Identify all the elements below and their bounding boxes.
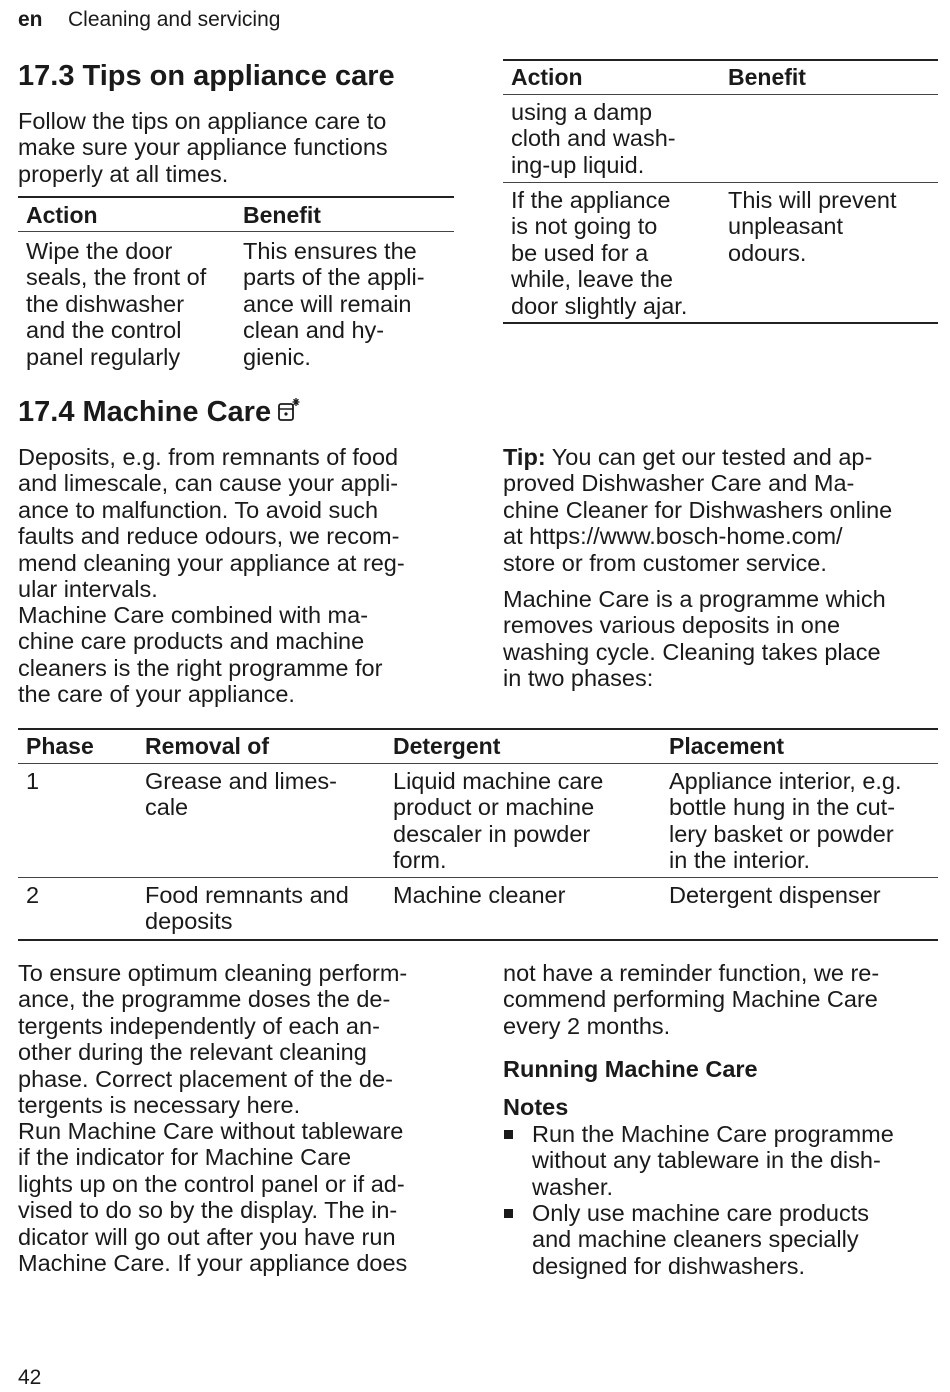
text-line: Appliance interior, e.g. <box>669 768 902 794</box>
tips-row2-action <box>511 187 687 319</box>
text-line: chine care products and machine <box>18 628 365 655</box>
bottom-left-p1 <box>18 960 458 1118</box>
text-line: be used for a <box>511 239 649 266</box>
text-line: Only use machine care products <box>532 1200 869 1226</box>
phase-col-placement: Placement <box>669 733 785 759</box>
machine-care-tip <box>503 444 943 576</box>
text-line: dicator will go out after you have run <box>18 1223 396 1250</box>
text-line: the care of your appliance. <box>18 681 295 708</box>
text-line: washer. <box>532 1173 613 1200</box>
text-line: ing-up liquid. <box>511 151 645 178</box>
phase-table-top-rule <box>18 728 938 730</box>
section-header: Cleaning and servicing <box>68 8 281 31</box>
text-line: proved Dishwasher Care and Ma- <box>503 470 855 497</box>
text-line: faults and reduce odours, we recom- <box>18 523 400 550</box>
text-line: mend cleaning your appliance at reg- <box>18 549 405 576</box>
text-line: Run the Machine Care programme <box>532 1121 894 1147</box>
text-line: clean and hy- <box>243 317 385 344</box>
tips-col-benefit: Benefit <box>243 202 321 228</box>
text-line: Detergent dispenser <box>669 882 881 908</box>
text-line: Liquid machine care <box>393 768 604 794</box>
machine-care-left-p1 <box>18 444 458 602</box>
text-line: tergents is necessary here. <box>18 1092 301 1119</box>
tips-table-header-rule <box>18 231 454 232</box>
text-line: cleaners is the right programme for <box>18 654 383 681</box>
text-line: designed for dishwashers. <box>532 1252 806 1279</box>
text-line: Deposits, e.g. from remnants of food <box>18 444 399 470</box>
text-line: and the control <box>26 317 182 344</box>
note-bullet-2-text <box>532 1200 869 1279</box>
tips-cont-col-benefit: Benefit <box>728 64 806 90</box>
text-line: if the indicator for Machine Care <box>18 1144 352 1171</box>
language-code: en <box>18 8 43 31</box>
phase-col-detergent: Detergent <box>393 733 501 759</box>
text-line: odours. <box>728 239 807 266</box>
text-line: Food remnants and <box>145 882 349 908</box>
tip-first-line: You can get our tested and ap- <box>545 444 873 470</box>
tips-row1-action-cont <box>511 99 676 178</box>
phase-table-header-rule <box>18 763 938 764</box>
text-line: door slightly ajar. <box>511 292 688 319</box>
text-line: Machine Care. If your appliance does <box>18 1250 408 1277</box>
text-line: washing cycle. Cleaning takes place <box>503 638 881 665</box>
text-line: Run Machine Care without tableware <box>18 1118 404 1144</box>
text-line: in two phases: <box>503 665 654 692</box>
text-line: cale <box>145 794 189 821</box>
phase-r1-placement <box>669 768 902 874</box>
text-line: commend performing Machine Care <box>503 986 878 1013</box>
text-line: Machine cleaner <box>393 882 566 908</box>
text-line: To ensure optimum cleaning perform- <box>18 960 408 986</box>
text-line: removes various deposits in one <box>503 612 841 639</box>
bottom-right-p1 <box>503 960 943 1039</box>
machine-care-right-p2 <box>503 586 943 692</box>
phase-table-bottom-rule <box>18 939 938 941</box>
tips-row1-action <box>26 238 206 370</box>
text-line: store or from customer service. <box>503 549 827 576</box>
tips-cont-col-action: Action <box>511 64 583 90</box>
text-line: ular intervals. <box>18 576 158 603</box>
text-line: This ensures the <box>243 238 417 264</box>
text-line: form. <box>393 847 447 874</box>
text-line: and machine cleaners specially <box>532 1226 859 1253</box>
phase-r2-placement <box>669 882 881 908</box>
machine-care-left-p2 <box>18 602 458 708</box>
tips-row1-benefit <box>243 238 425 370</box>
text-line: gienic. <box>243 343 311 370</box>
phase-col-phase: Phase <box>26 733 94 759</box>
text-line: Machine Care combined with ma- <box>18 602 369 628</box>
heading-17-4 <box>18 396 301 429</box>
heading-17-4-text: 17.4 Machine Care <box>18 396 272 428</box>
text-line: product or machine <box>393 794 595 821</box>
phase-row-divider <box>18 877 938 878</box>
text-line: If the appliance <box>511 187 671 213</box>
tips-table-top-rule <box>18 196 454 198</box>
text-line: unpleasant <box>728 213 843 240</box>
phase-r1-removal <box>145 768 337 821</box>
tips-row-divider <box>503 182 938 183</box>
tips-cont-header-rule <box>503 94 938 95</box>
text-line: vised to do so by the display. The in- <box>18 1197 398 1224</box>
tips-table-bottom-rule <box>503 322 938 324</box>
text-line: Grease and limes- <box>145 768 337 794</box>
text-line: seals, the front of <box>26 264 207 291</box>
phase-r2-removal <box>145 882 349 935</box>
text-line: lights up on the control panel or if ad- <box>18 1170 405 1197</box>
bottom-left-p2 <box>18 1118 458 1276</box>
text-line: other during the relevant cleaning <box>18 1039 367 1066</box>
text-line: the dishwasher <box>26 290 185 317</box>
text-line: every 2 months. <box>503 1012 671 1039</box>
text-line: descaler in powder <box>393 820 591 847</box>
text-line: Machine Care is a programme which <box>503 586 886 612</box>
text-line: and limescale, can cause your appli- <box>18 470 399 497</box>
text-line: phase. Correct placement of the de- <box>18 1065 393 1092</box>
note-bullet-1-text <box>532 1121 894 1200</box>
heading-17-3: 17.3 Tips on appliance care <box>18 60 395 92</box>
phase-col-removal: Removal of <box>145 733 269 759</box>
text-line: chine Cleaner for Dishwashers online <box>503 496 893 523</box>
phase-r1-phase: 1 <box>26 768 40 794</box>
tips-intro <box>18 108 458 187</box>
bullet-square-icon <box>504 1130 513 1139</box>
text-line: using a damp <box>511 99 653 125</box>
text-line: properly at all times. <box>18 160 229 187</box>
text-line: ance, the programme doses the de- <box>18 986 391 1013</box>
tips-col-action: Action <box>26 202 98 228</box>
tip-rest <box>503 470 943 576</box>
text-line: cloth and wash- <box>511 125 676 152</box>
text-line: panel regularly <box>26 343 181 370</box>
phase-r1-detergent <box>393 768 603 874</box>
text-line: make sure your appliance functions <box>18 134 388 161</box>
running-machine-care-heading: Running Machine Care <box>503 1056 758 1082</box>
text-line: Wipe the door <box>26 238 173 264</box>
text-line: deposits <box>145 908 233 935</box>
text-line: in the interior. <box>669 847 811 874</box>
text-line: without any tableware in the dish- <box>532 1147 881 1174</box>
notes-heading: Notes <box>503 1094 569 1120</box>
phase-r2-phase: 2 <box>26 882 40 908</box>
text-line: parts of the appli- <box>243 264 425 291</box>
text-line: tergents independently of each an- <box>18 1012 380 1039</box>
text-line: lery basket or powder <box>669 820 894 847</box>
text-line: while, leave the <box>511 266 673 293</box>
text-line: ance to malfunction. To avoid such <box>18 496 379 523</box>
tips-table-cont-top-rule <box>503 59 938 61</box>
bullet-square-icon <box>504 1209 513 1218</box>
machine-care-icon <box>277 397 301 423</box>
text-line: ance will remain <box>243 290 412 317</box>
text-line: This will prevent <box>728 187 897 213</box>
tip-label: Tip: <box>503 444 546 470</box>
text-line: at https://www.bosch-home.com/ <box>503 523 843 550</box>
text-line: Follow the tips on appliance care to <box>18 108 387 134</box>
text-line: not have a reminder function, we re- <box>503 960 880 986</box>
tips-row2-benefit <box>728 187 896 266</box>
text-line: bottle hung in the cut- <box>669 794 896 821</box>
text-line: is not going to <box>511 213 658 240</box>
phase-r2-detergent <box>393 882 565 908</box>
page-number: 42 <box>18 1366 42 1389</box>
